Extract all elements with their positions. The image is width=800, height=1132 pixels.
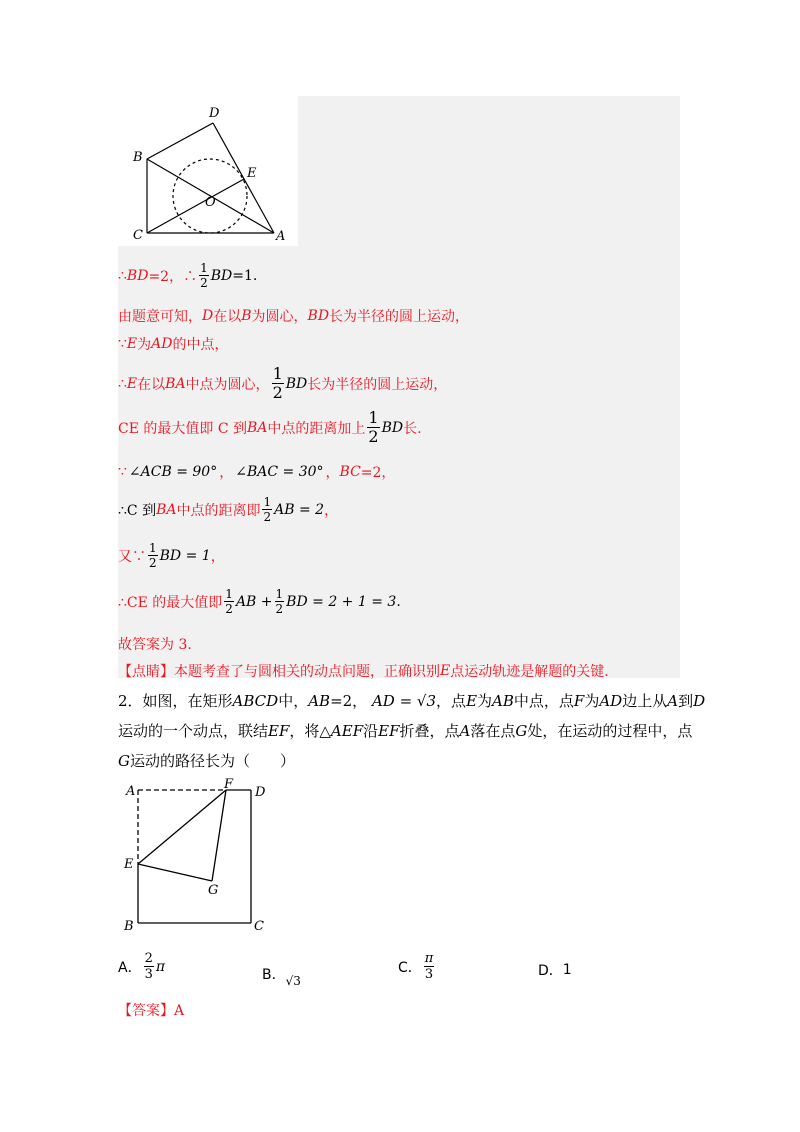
- label-a: A: [276, 229, 286, 244]
- label-f: F: [224, 778, 234, 792]
- label-c: C: [133, 228, 143, 243]
- question-2-line-3: G运动的路径长为（ ）: [118, 752, 295, 770]
- segment-bd: [147, 123, 213, 159]
- option-a[interactable]: A． $\frac{2}{3}$ π: [118, 951, 166, 982]
- solution-line-4: ∴ E 在以 BA 中点为圆心， $\frac{1}{2}$ BD 长为半径的圆上运动，: [118, 364, 448, 402]
- label-c: C: [254, 919, 264, 933]
- solution-line-11-tip: 【点睛】本题考查了与圆相关的动点问题，正确识别 E 点运动轨迹是解题的关键.: [118, 663, 609, 680]
- solution-line-6: ∵ ∠ACB = 90° ， ∠BAC = 30° ， BC =2，: [118, 464, 396, 481]
- label-e: E: [247, 166, 257, 181]
- figure-circle-diagram: [118, 96, 298, 246]
- solution-line-3: ∵ E 为 AD 的中点，: [118, 336, 229, 353]
- fraction-half: $\frac{1}{2}$: [149, 541, 157, 570]
- fraction-half: $\frac{1}{2}$: [272, 364, 283, 402]
- label-d: D: [209, 106, 220, 121]
- fraction-half: $\frac{1}{2}$: [200, 261, 208, 290]
- question-2-line-2: 运动的一个动点，联结EF，将△AEF沿EF折叠，点A落在点G处，在运动的过程中，点: [118, 722, 693, 740]
- segment-fg: [212, 790, 226, 881]
- solution-line-10: 故答案为 3.: [118, 637, 192, 653]
- label-g: G: [208, 883, 219, 898]
- label-e: E: [124, 857, 134, 872]
- solution-line-2: 由题意可知， D 在以 B 为圆心， BD 长为半径的圆上运动，: [118, 308, 470, 325]
- figure-1-svg: [118, 96, 298, 246]
- label-a: A: [126, 784, 136, 799]
- solution-line-1: ∴ BD =2，∴ $\frac{1}{2}$ BD =1 .: [118, 261, 258, 290]
- option-d[interactable]: D． 1: [538, 962, 572, 979]
- answer-label: 【答案】A: [118, 1003, 185, 1019]
- solution-line-8: 又∵ $\frac{1}{2}$ BD = 1 ，: [118, 541, 225, 570]
- fraction-two-thirds: $\frac{2}{3}$: [144, 951, 153, 982]
- option-c[interactable]: C． $\frac{\pi}{3}$: [398, 951, 434, 982]
- fraction-pi-over-three: $\frac{\pi}{3}$: [424, 951, 434, 982]
- label-d: D: [255, 785, 266, 800]
- figure-rectangle-fold: [118, 778, 278, 933]
- solution-line-9: ∴CE 的最大值即 $\frac{1}{2}$ AB + $\frac{1}{2}$ BD = 2 + 1 = 3 .: [118, 587, 401, 616]
- label-b: B: [124, 919, 134, 933]
- segment-eg: [138, 864, 212, 881]
- option-b[interactable]: B． √3: [262, 967, 301, 988]
- question-2-line-1: 2．如图，在矩形ABCD中，AB=2， AD = √3，点E为AB中点，点F为AD边上从A到D: [118, 692, 706, 710]
- fraction-half: $\frac{1}{2}$: [368, 408, 379, 446]
- fraction-half: $\frac{1}{2}$: [263, 495, 272, 524]
- segment-ef: [138, 790, 226, 864]
- label-b: B: [133, 150, 143, 165]
- fraction-half: $\frac{1}{2}$: [275, 587, 284, 616]
- segment-da: [213, 123, 274, 233]
- label-o: O: [205, 195, 216, 210]
- figure-2-svg: [118, 778, 278, 933]
- solution-line-5: CE 的最大值即 C 到 BA 中点的距离加上 $\frac{1}{2}$ BD 长.: [118, 408, 422, 446]
- fraction-half: $\frac{1}{2}$: [225, 587, 233, 616]
- solution-line-7: ∴C 到 BA 中点的距离即 $\frac{1}{2}$ AB = 2 ，: [118, 495, 339, 524]
